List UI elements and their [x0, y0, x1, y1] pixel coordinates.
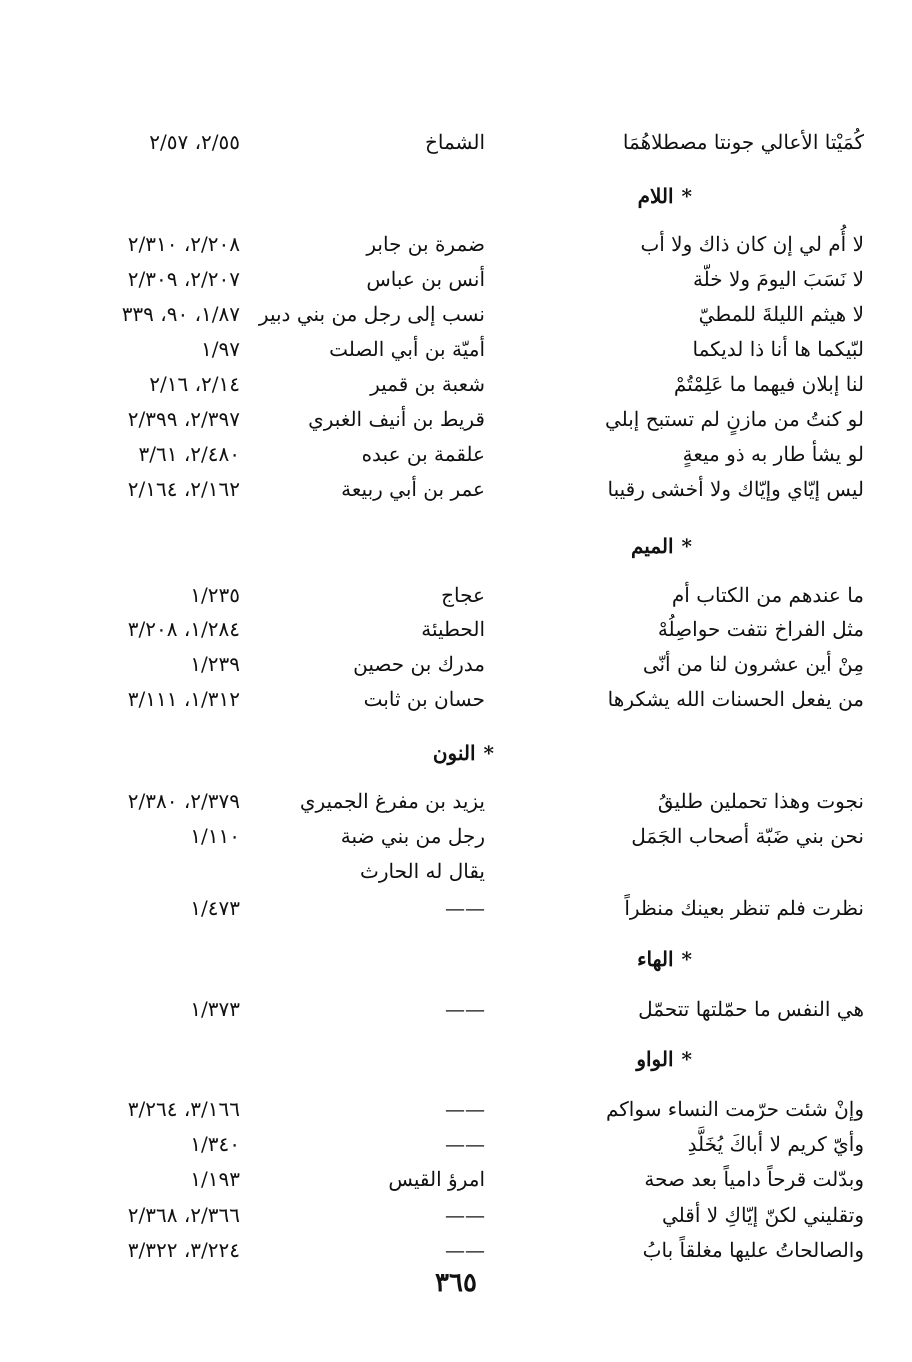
poet-name: قريط بن أنيف الغبري [308, 407, 485, 431]
index-row [0, 1238, 912, 1272]
verse-text: لو كنتُ من مازنٍ لم تستبح إبلي [604, 407, 864, 431]
poet-name: حسان بن ثابت [363, 687, 485, 711]
page-reference: ١/٣٤٠ [190, 1132, 240, 1156]
star-icon: * [681, 184, 692, 208]
section-heading-mim [631, 534, 692, 558]
poet-name: الحطيئة [421, 617, 485, 641]
index-row [0, 1167, 912, 1201]
poet-name: نسب إلى رجل من بني دبير [258, 302, 485, 326]
verse-text: هي النفس ما حمّلتها تتحمّل [638, 997, 864, 1021]
poet-unknown-dash: —— [445, 1097, 485, 1121]
section-title: الهاء [637, 947, 674, 971]
page-reference: ٢/٢٠٧، ٢/٣٠٩ [127, 267, 240, 291]
index-row [0, 824, 912, 858]
page-reference: ٢/٣٩٧، ٢/٣٩٩ [127, 407, 240, 431]
verse-text: وتقليني لكنّ إيّاكِ لا أقلي [661, 1203, 864, 1227]
index-row [0, 407, 912, 441]
poet-unknown-dash: —— [445, 1132, 485, 1156]
page-reference: ١/١٩٣ [190, 1167, 240, 1191]
index-row [0, 267, 912, 301]
page-reference: ١/٤٧٣ [190, 896, 240, 920]
page-reference: ٣/٢٢٤، ٣/٣٢٢ [127, 1238, 240, 1262]
page-reference: ١/٢٣٩ [190, 652, 240, 676]
section-title: اللام [637, 184, 674, 208]
index-row [0, 617, 912, 651]
page-reference: ١/٣١٢، ٣/١١١ [127, 687, 240, 711]
poet-name: عجاج [441, 583, 485, 607]
poet-unknown-dash: —— [445, 896, 485, 920]
poet-name: يزيد بن مفرغ الجميري [299, 789, 485, 813]
page-reference: ٢/٥٥، ٢/٥٧ [149, 130, 240, 154]
section-heading-nun [433, 741, 494, 765]
poet-name: أنس بن عباس [366, 267, 485, 291]
poet-name: علقمة بن عبده [361, 442, 485, 466]
section-title: الواو [636, 1047, 674, 1071]
page-reference: ١/٣٧٣ [190, 997, 240, 1021]
verse-text: لو يشأ طار به ذو ميعةٍ [682, 442, 864, 466]
page-reference: ١/٩٧ [201, 337, 240, 361]
verse-text: لا نَسَبَ اليومَ ولا خلّة [692, 267, 864, 291]
page-reference: ١/٢٨٤، ٣/٢٠٨ [127, 617, 240, 641]
verse-text: لبّيكما ها أنا ذا لديكما [692, 337, 864, 361]
index-row [0, 896, 912, 930]
verse-text: من يفعل الحسنات الله يشكرها [607, 687, 864, 711]
index-row [0, 652, 912, 686]
page-reference: ١/١١٠ [190, 824, 240, 848]
star-icon: * [681, 947, 692, 971]
page-reference: ١/٨٧، ٩٠، ٣٣٩ [121, 302, 240, 326]
verse-text: وبدّلت قرحاً دامياً بعد صحة [644, 1167, 864, 1191]
section-heading-ha [637, 947, 692, 971]
verse-text: نظرت فلم تنظر بعينك منظراً [624, 896, 864, 920]
poet-unknown-dash: —— [445, 1238, 485, 1262]
section-heading-waw [636, 1047, 692, 1071]
index-row [0, 1132, 912, 1166]
poet-name: رجل من بني ضبة [340, 824, 485, 848]
verse-text: نحن بني ضَبّة أصحاب الجَمَل [631, 824, 864, 848]
poet-unknown-dash: —— [445, 997, 485, 1021]
page-number: ٣٦٥ [435, 1268, 477, 1298]
verse-text: نجوت وهذا تحملين طليقُ [657, 789, 864, 813]
index-row [0, 130, 912, 164]
poet-name: شعبة بن قمير [370, 372, 485, 396]
verse-text: كُمَيْتا الأعالي جونتا مصطلاهُمَا [622, 130, 864, 154]
star-icon: * [681, 1047, 692, 1071]
index-row [0, 232, 912, 266]
index-row [0, 1203, 912, 1237]
poet-unknown-dash: —— [445, 1203, 485, 1227]
verse-text: ما عندهم من الكتاب أم [671, 583, 864, 607]
index-row [0, 477, 912, 511]
verse-text: والصالحاتُ عليها مغلقاً بابُ [642, 1238, 864, 1262]
index-row [0, 997, 912, 1031]
poet-name: الشماخ [424, 130, 485, 154]
verse-text: مثل الفراخ نتفت حواصِلُهْ [657, 617, 864, 641]
section-title: النون [432, 741, 476, 765]
page-reference: ٢/٢٠٨، ٢/٣١٠ [127, 232, 240, 256]
page-reference: ٣/١٦٦، ٣/٢٦٤ [127, 1097, 240, 1121]
poet-name: أميّة بن أبي الصلت [329, 337, 485, 361]
verse-text: ليس إيّاي وإيّاك ولا أخشى رقيبا [607, 477, 864, 501]
index-row [0, 337, 912, 371]
poet-name: مدرك بن حصين [353, 652, 485, 676]
index-row-continuation [0, 859, 912, 893]
poet-name: عمر بن أبي ربيعة [341, 477, 485, 501]
poet-name-continued: يقال له الحارث [360, 859, 485, 883]
poet-name: ضمرة بن جابر [366, 232, 485, 256]
index-row [0, 302, 912, 336]
index-row [0, 583, 912, 617]
page-reference: ٢/١٦٢، ٢/١٦٤ [127, 477, 240, 501]
page-reference: ٢/٤٨٠، ٣/٦١ [138, 442, 240, 466]
index-row [0, 442, 912, 476]
index-row [0, 789, 912, 823]
verse-text: لنا إبلان فيهما ما عَلِمْتُمْ [673, 372, 864, 396]
section-heading-lam [638, 184, 692, 208]
index-row [0, 1097, 912, 1131]
page-reference: ٢/٣٧٩، ٢/٣٨٠ [127, 789, 240, 813]
verse-text: وأيّ كريم لا أباكَ يُخَلَّدِ [687, 1132, 864, 1156]
section-title: الميم [630, 534, 674, 558]
index-row [0, 687, 912, 721]
page-reference: ٢/٣٦٦، ٢/٣٦٨ [127, 1203, 240, 1227]
verse-text: لا أُم لي إن كان ذاك ولا أب [640, 232, 864, 256]
star-icon: * [483, 741, 494, 765]
star-icon: * [681, 534, 692, 558]
index-row [0, 372, 912, 406]
verse-text: مِنْ أين عشرون لنا من أنّى [642, 652, 864, 676]
page-reference: ٢/١٤، ٢/١٦ [149, 372, 240, 396]
verse-text: لا هيثم الليلةَ للمطيّ [698, 302, 864, 326]
verse-text: وإنْ شئت حرّمت النساء سواكم [605, 1097, 864, 1121]
poet-name: امرؤ القيس [388, 1167, 485, 1191]
page-reference: ١/٢٣٥ [190, 583, 240, 607]
